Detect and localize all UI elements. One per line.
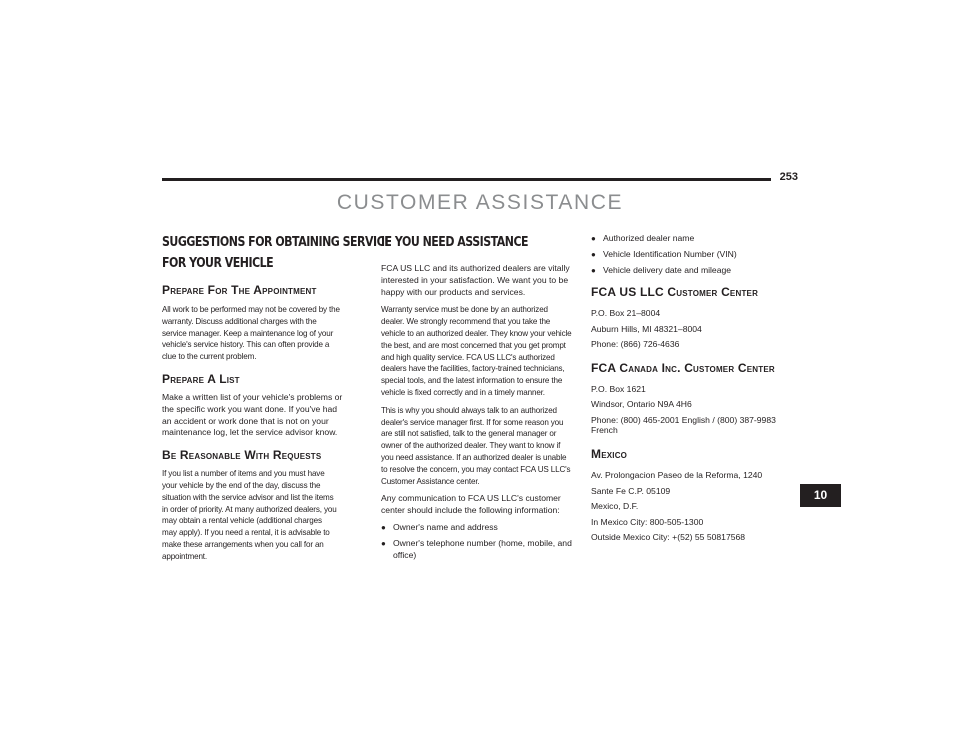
text-line: Make a written list of your vehicle's problems or	[162, 391, 343, 402]
list-item-text: Owner's name and address	[393, 521, 498, 532]
list-item-text: Owner's telephone number (home, mobile, and	[393, 537, 572, 548]
text-line: in order of priority. At many authorized dealers, you	[162, 504, 337, 514]
address-block	[591, 306, 801, 353]
text-line: the specific work you want done. If you've had	[162, 403, 338, 414]
list-item	[591, 233, 801, 245]
text-line: may obtain a rental vehicle (additional charges	[162, 516, 322, 526]
list-item-text: office)	[393, 549, 417, 560]
subheading-canada-customer-center: FCA Canada Inc. Customer Center	[591, 360, 775, 375]
address-block	[591, 382, 801, 429]
paragraph	[381, 304, 580, 398]
text-line: Outside Mexico City: +(52) 55 50817568	[591, 532, 746, 543]
text-line: FCA US LLC and its authorized dealers are vitally	[381, 263, 570, 273]
text-line: Phone: (866) 726-4636	[591, 339, 680, 350]
text-line: clue to the current problem.	[162, 352, 257, 362]
text-line: All work to be performed may not be covered by the	[162, 305, 340, 314]
text-line: Auburn Hills, MI 48321–8004	[591, 323, 702, 334]
text-line: situation with the service advisor and list the items	[162, 492, 334, 502]
text-line: interested in your satisfaction. We want you to be	[381, 274, 569, 285]
bullet-icon: ●	[381, 538, 386, 548]
text-line: to resolve the concern, you may contact FCA US LLC's	[381, 464, 571, 474]
list-item-text: Authorized dealer name	[603, 233, 695, 243]
paragraph	[162, 304, 364, 363]
text-line: If you list a number of items and you must have	[162, 469, 325, 479]
text-line: warranty. Discuss additional charges with the	[162, 316, 317, 326]
paragraph	[381, 263, 580, 298]
text-line: Windsor, Ontario N9A 4H6	[591, 399, 692, 410]
text-line: vehicle is fixed correctly and in a timely manner.	[381, 387, 545, 397]
bullet-icon: ●	[591, 249, 596, 259]
column-left	[162, 232, 392, 563]
text-line: and high quality service. FCA US LLC's authorized	[381, 352, 555, 362]
text-line: Customer Assistance center.	[381, 476, 480, 486]
text-line: service manager. Keep a maintenance log of your	[162, 328, 334, 338]
text-line: This is why you should always talk to an authorized	[381, 405, 557, 415]
subheading-mexico: Mexico	[591, 447, 628, 462]
section-heading-assistance: IF YOU NEED ASSISTANCE	[381, 235, 529, 250]
heading-line: SUGGESTIONS FOR OBTAINING SERVICE	[162, 235, 392, 250]
text-line: P.O. Box 21–8004	[591, 308, 661, 319]
paragraph	[381, 493, 580, 517]
text-line: French	[591, 425, 618, 436]
text-line: happy with our products and services.	[381, 286, 526, 297]
text-line: Sante Fe C.P. 05109	[591, 485, 671, 496]
text-line: owner of the authorized dealer. They want to know if	[381, 441, 561, 451]
text-line: Av. Prolongacion Paseo de la Reforma, 1240	[591, 470, 763, 481]
heading-line: FOR YOUR VEHICLE	[162, 256, 274, 271]
page-number: 253	[779, 171, 798, 183]
text-line: Phone: (800) 465-2001 English / (800) 387-9983	[591, 414, 776, 425]
text-line: dealer's service manager first. If for some reason you	[381, 417, 564, 427]
list-item	[591, 249, 801, 261]
subheading-prepare-appointment: Prepare For The Appointment	[162, 283, 317, 297]
subheading-us-customer-center: FCA US LLC Customer Center	[591, 285, 759, 300]
text-line: an accident or work done that is not on your	[162, 415, 329, 426]
text-line: appointment.	[162, 551, 207, 561]
text-line: dealer. We strongly recommend that you take the	[381, 317, 551, 327]
list-item-text: Vehicle Identification Number (VIN)	[603, 248, 737, 259]
text-line: P.O. Box 1621	[591, 383, 646, 394]
text-line: In Mexico City: 800-505-1300	[591, 516, 704, 527]
section-heading-service	[162, 232, 392, 274]
column-middle	[381, 232, 580, 561]
text-line: Mexico, D.F.	[591, 501, 639, 512]
paragraph	[162, 468, 364, 562]
info-list	[381, 522, 580, 561]
list-item-text: Vehicle delivery date and mileage	[603, 264, 732, 275]
text-line: vehicle to an authorized dealer. They know your vehicle	[381, 328, 572, 338]
text-line: Any communication to FCA US LLC's customer	[381, 493, 561, 504]
paragraph	[381, 405, 580, 488]
text-line: are still not satisfied, talk to the general manager or	[381, 429, 557, 439]
address-block	[591, 468, 801, 546]
column-right	[591, 233, 801, 546]
text-line: the best, and are most concerned that you get prompt	[381, 340, 566, 350]
bullet-icon: ●	[591, 234, 596, 243]
text-line: may apply). If you need a rental, it is advisable to	[162, 528, 330, 538]
text-line: you need assistance. If an authorized dealer is unable	[381, 452, 567, 462]
text-line: your vehicle by the end of the day, discuss the	[162, 480, 321, 490]
text-line: dealers have the facilities, factory-trained technicians,	[381, 364, 565, 374]
subheading-prepare-list: Prepare A List	[162, 371, 240, 386]
text-line: make these arrangements when you call for an	[162, 539, 324, 549]
list-item	[381, 522, 580, 534]
text-line: vehicle's service history. This can often provide a	[162, 340, 330, 350]
info-list-continued	[591, 233, 801, 276]
list-item	[591, 265, 801, 277]
paragraph	[162, 392, 364, 439]
bullet-icon: ●	[381, 522, 386, 532]
chapter-tab: 10	[800, 484, 841, 507]
subheading-reasonable-requests: Be Reasonable With Requests	[162, 448, 322, 463]
header-rule	[162, 178, 771, 181]
chapter-title: CUSTOMER ASSISTANCE	[336, 191, 624, 214]
text-line: special tools, and the latest information to ensure the	[381, 376, 563, 386]
bullet-icon: ●	[591, 265, 596, 275]
text-line: Warranty service must be done by an authorized	[381, 305, 548, 315]
list-item	[381, 538, 580, 562]
text-line: maintenance log, let the service advisor know.	[162, 427, 338, 438]
text-line: center should include the following information:	[381, 505, 560, 516]
